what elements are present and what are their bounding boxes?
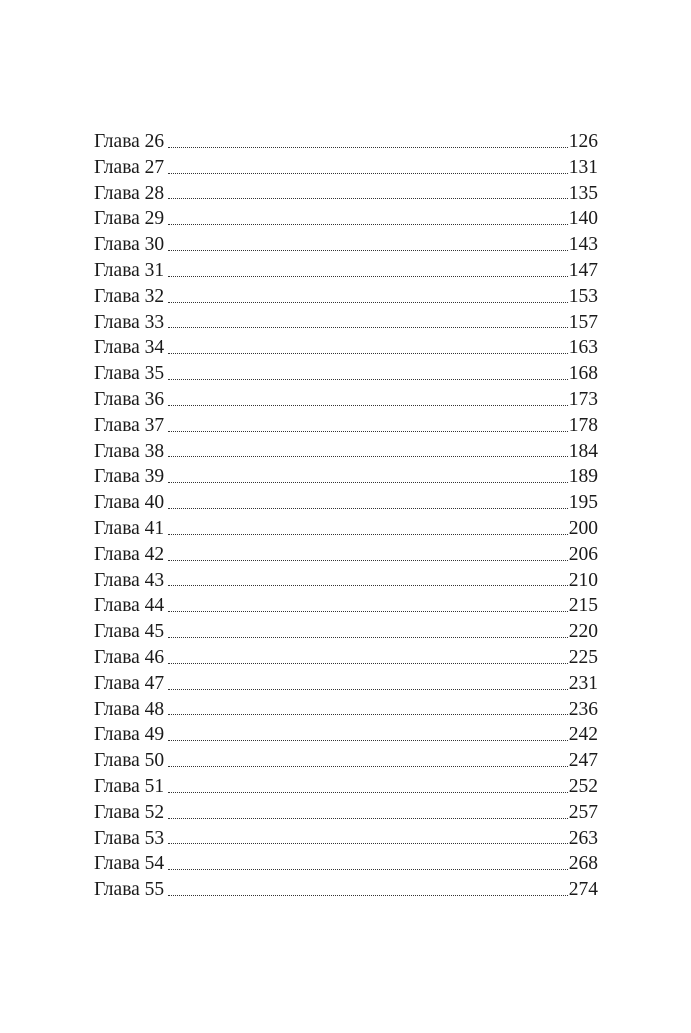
- toc-dot-leader: [168, 516, 568, 542]
- toc-entry-label: Глава 43: [94, 569, 165, 591]
- table-of-contents: [94, 129, 598, 903]
- toc-entry: [94, 671, 598, 697]
- toc-entry: [94, 722, 598, 748]
- toc-entry: [94, 697, 598, 723]
- toc-entry-label: Глава 36: [94, 388, 165, 410]
- toc-entry-label: Глава 37: [94, 414, 165, 436]
- toc-entry-label: Глава 32: [94, 285, 165, 307]
- toc-entry-page-number: 215: [568, 595, 598, 617]
- toc-entry-label: Глава 50: [94, 750, 165, 772]
- toc-dot-leader: [168, 310, 568, 336]
- toc-dot-leader: [168, 542, 568, 568]
- toc-entry-page-number: 178: [568, 414, 598, 436]
- toc-entry-page-number: 242: [568, 724, 598, 746]
- toc-entry-label: Глава 51: [94, 775, 165, 797]
- toc-entry-page-number: 200: [568, 517, 598, 539]
- toc-entry-page-number: 126: [568, 131, 598, 152]
- toc-entry-label: Глава 27: [94, 156, 165, 178]
- toc-dot-leader: [168, 387, 568, 413]
- toc-dot-leader: [168, 361, 568, 387]
- toc-dot-leader: [168, 722, 568, 748]
- toc-entry-label: Глава 41: [94, 517, 165, 539]
- toc-entry: [94, 826, 598, 852]
- toc-entry-page-number: 225: [568, 646, 598, 668]
- toc-dot-leader: [168, 748, 568, 774]
- toc-dot-leader: [168, 129, 568, 155]
- toc-entry-page-number: 263: [568, 827, 598, 849]
- toc-entry: [94, 490, 598, 516]
- toc-dot-leader: [168, 413, 568, 439]
- toc-entry-page-number: 247: [568, 750, 598, 772]
- toc-entry: [94, 335, 598, 361]
- toc-entry-label: Глава 38: [94, 440, 165, 462]
- toc-entry-label: Глава 46: [94, 646, 165, 668]
- toc-entry-page-number: 210: [568, 569, 598, 591]
- toc-entry-page-number: 274: [568, 879, 598, 901]
- toc-entry-page-number: 236: [568, 698, 598, 720]
- toc-dot-leader: [168, 284, 568, 310]
- toc-dot-leader: [168, 800, 568, 826]
- toc-entry-label: Глава 39: [94, 466, 165, 488]
- toc-dot-leader: [168, 774, 568, 800]
- toc-entry: [94, 206, 598, 232]
- toc-dot-leader: [168, 619, 568, 645]
- toc-entry: [94, 542, 598, 568]
- toc-entry-label: Глава 48: [94, 698, 165, 720]
- toc-entry: [94, 877, 598, 903]
- toc-entry-label: Глава 47: [94, 672, 165, 694]
- toc-entry-label: Глава 33: [94, 311, 165, 333]
- toc-entry-label: Глава 34: [94, 337, 165, 359]
- toc-dot-leader: [168, 155, 568, 181]
- toc-entry: [94, 258, 598, 284]
- toc-entry-page-number: 252: [568, 775, 598, 797]
- toc-entry-page-number: 168: [568, 363, 598, 385]
- toc-entry-label: Глава 31: [94, 259, 165, 281]
- toc-entry: [94, 593, 598, 619]
- toc-entry: [94, 464, 598, 490]
- toc-entry: [94, 129, 598, 155]
- toc-entry-page-number: 147: [568, 259, 598, 281]
- toc-dot-leader: [168, 464, 568, 490]
- toc-dot-leader: [168, 206, 568, 232]
- toc-entry: [94, 645, 598, 671]
- toc-entry: [94, 155, 598, 181]
- toc-entry-page-number: 184: [568, 440, 598, 462]
- toc-entry: [94, 568, 598, 594]
- toc-dot-leader: [168, 490, 568, 516]
- toc-dot-leader: [168, 258, 568, 284]
- toc-entry: [94, 361, 598, 387]
- toc-entry: [94, 851, 598, 877]
- toc-entry-label: Глава 35: [94, 363, 165, 385]
- toc-entry-page-number: 143: [568, 234, 598, 256]
- toc-entry: [94, 439, 598, 465]
- toc-entry-page-number: 163: [568, 337, 598, 359]
- toc-dot-leader: [168, 671, 568, 697]
- toc-entry-label: Глава 42: [94, 543, 165, 565]
- toc-dot-leader: [168, 568, 568, 594]
- toc-entry-label: Глава 54: [94, 853, 165, 875]
- toc-entry-label: Глава 29: [94, 208, 165, 230]
- toc-entry-label: Глава 44: [94, 595, 165, 617]
- toc-entry-label: Глава 52: [94, 801, 165, 823]
- toc-entry-page-number: 153: [568, 285, 598, 307]
- toc-entry-page-number: 220: [568, 621, 598, 643]
- toc-entry-page-number: 173: [568, 388, 598, 410]
- toc-entry: [94, 800, 598, 826]
- toc-entry: [94, 748, 598, 774]
- toc-entry: [94, 181, 598, 207]
- toc-entry: [94, 387, 598, 413]
- toc-dot-leader: [168, 697, 568, 723]
- toc-entry-label: Глава 40: [94, 492, 165, 514]
- toc-entry-page-number: 140: [568, 208, 598, 230]
- toc-entry-page-number: 206: [568, 543, 598, 565]
- toc-dot-leader: [168, 335, 568, 361]
- toc-dot-leader: [168, 181, 568, 207]
- toc-entry-label: Глава 53: [94, 827, 165, 849]
- toc-entry: [94, 413, 598, 439]
- toc-entry-label: Глава 28: [94, 182, 165, 204]
- toc-entry-page-number: 231: [568, 672, 598, 694]
- toc-entry-page-number: 157: [568, 311, 598, 333]
- toc-dot-leader: [168, 645, 568, 671]
- toc-dot-leader: [168, 439, 568, 465]
- toc-entry-label: Глава 26: [94, 131, 165, 152]
- toc-entry: [94, 516, 598, 542]
- toc-entry-label: Глава 30: [94, 234, 165, 256]
- toc-entry-page-number: 131: [568, 156, 598, 178]
- toc-entry: [94, 310, 598, 336]
- toc-entry: [94, 232, 598, 258]
- toc-entry-label: Глава 45: [94, 621, 165, 643]
- toc-entry: [94, 284, 598, 310]
- toc-entry-page-number: 257: [568, 801, 598, 823]
- toc-dot-leader: [168, 851, 568, 877]
- toc-entry-label: Глава 55: [94, 879, 165, 901]
- toc-entry: [94, 619, 598, 645]
- toc-dot-leader: [168, 593, 568, 619]
- toc-dot-leader: [168, 232, 568, 258]
- toc-entry-label: Глава 49: [94, 724, 165, 746]
- toc-dot-leader: [168, 877, 568, 903]
- toc-entry: [94, 774, 598, 800]
- toc-entry-page-number: 195: [568, 492, 598, 514]
- toc-entry-page-number: 135: [568, 182, 598, 204]
- toc-dot-leader: [168, 826, 568, 852]
- toc-entry-page-number: 268: [568, 853, 598, 875]
- toc-entry-page-number: 189: [568, 466, 598, 488]
